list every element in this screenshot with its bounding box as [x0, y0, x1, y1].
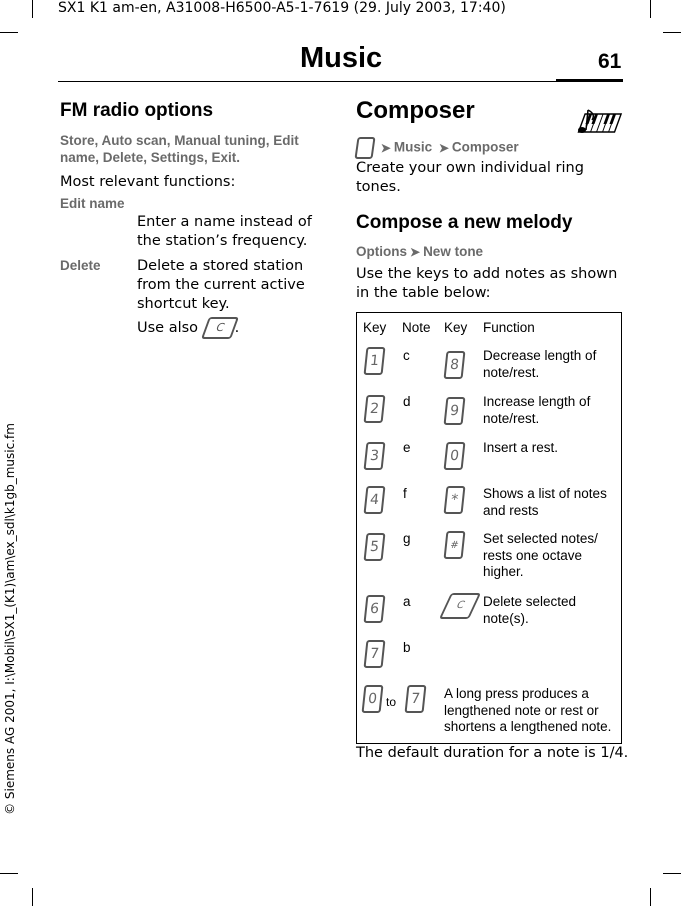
key-0-icon: 0 [444, 442, 466, 470]
key-8-icon: 8 [444, 351, 466, 379]
fm-radio-heading: FM radio options [60, 100, 214, 121]
key-3-icon: 3 [364, 442, 386, 470]
crop-mark [0, 873, 18, 874]
to-word: to [386, 695, 397, 709]
star-key-icon: * [444, 486, 466, 514]
function-cell: Insert a rest. [483, 440, 559, 455]
col-header-note: Note [402, 320, 431, 335]
clear-key-icon: C [439, 593, 481, 619]
path-music: Music [393, 139, 433, 155]
options-path: Options ➤ New tone [356, 244, 484, 259]
key-6-icon: 6 [364, 595, 386, 623]
crop-mark [650, 888, 651, 906]
col-header-function: Function [483, 320, 535, 335]
note-cell: g [403, 531, 411, 546]
fm-intro: Most relevant functions: [60, 174, 236, 190]
composer-description: Create your own individual ring tones. [356, 160, 584, 195]
composer-path: ➤ Music ➤ Composer [356, 137, 519, 159]
function-cell: Delete selected note(s). [483, 594, 577, 626]
key-4-icon: 4 [364, 486, 386, 514]
function-cell: Decrease length of note/rest. [483, 348, 597, 380]
function-cell: A long press produces a lengthened note or rest or shortens a lengthened note. [444, 686, 612, 734]
desc-edit-name: Enter a name instead of the station’s frequency. [137, 214, 312, 249]
composer-icon [574, 106, 624, 136]
note-cell: d [403, 394, 411, 409]
term-delete: Delete [60, 258, 101, 273]
key-7-icon: 7 [364, 640, 386, 668]
clear-key-icon: C [201, 317, 239, 339]
footer-note: The default duration for a note is 1/4. [356, 745, 629, 761]
crop-mark [663, 32, 681, 33]
key-0-icon: 0 [362, 685, 384, 713]
chapter-title: Music [300, 42, 383, 74]
use-also-line: Use also C . [137, 317, 239, 339]
header-rule [58, 81, 623, 82]
crop-mark [32, 0, 33, 18]
note-cell: c [403, 348, 410, 363]
running-head: SX1 K1 am-en, A31008-H6500-A5-1-7619 (29. July 2003, 17:40) [58, 0, 506, 16]
hash-key-icon: # [444, 531, 466, 559]
key-2-icon: 2 [364, 395, 386, 423]
menu-key-icon [354, 137, 375, 159]
key-9-icon: 9 [444, 397, 466, 425]
note-key-table [356, 312, 622, 744]
page-number: 61 [598, 50, 622, 73]
path-composer: Composer [451, 139, 519, 155]
note-cell: e [403, 440, 411, 455]
function-cell: Shows a list of notes and rests [483, 486, 607, 518]
function-cell: Increase length of note/rest. [483, 394, 591, 426]
note-cell: a [403, 594, 411, 609]
col-header-key2: Key [444, 320, 468, 335]
crop-mark [32, 888, 33, 906]
composer-heading: Composer [356, 97, 475, 124]
crop-mark [663, 873, 681, 874]
desc-delete: Delete a stored station from the current active shortcut key. [137, 258, 305, 312]
key-7-icon: 7 [405, 685, 427, 713]
crop-mark [650, 0, 651, 18]
note-cell: b [403, 640, 411, 655]
compose-heading: Compose a new melody [356, 212, 573, 233]
header-rule-thick [556, 79, 623, 82]
fm-radio-section [60, 100, 320, 192]
key-1-icon: 1 [364, 347, 386, 375]
crop-mark [0, 32, 18, 33]
fm-options-list: Store, Auto scan, Manual tuning, Edit name, Delete, Settings, Exit. [60, 133, 299, 165]
note-cell: f [403, 486, 407, 501]
table-intro: Use the keys to add notes as shown in the table below: [356, 266, 618, 301]
term-edit-name: Edit name [60, 196, 125, 211]
key-5-icon: 5 [364, 533, 386, 561]
use-also-text: Use also [137, 320, 199, 336]
copyright-side-note: © Siemens AG 2001, I:\Mobil\SX1_(K1)\am\ex_sdl\k1gb_music.fm [3, 423, 17, 815]
function-cell: Set selected notes/ rests one octave higher. [483, 531, 598, 579]
col-header-key: Key [363, 320, 387, 335]
